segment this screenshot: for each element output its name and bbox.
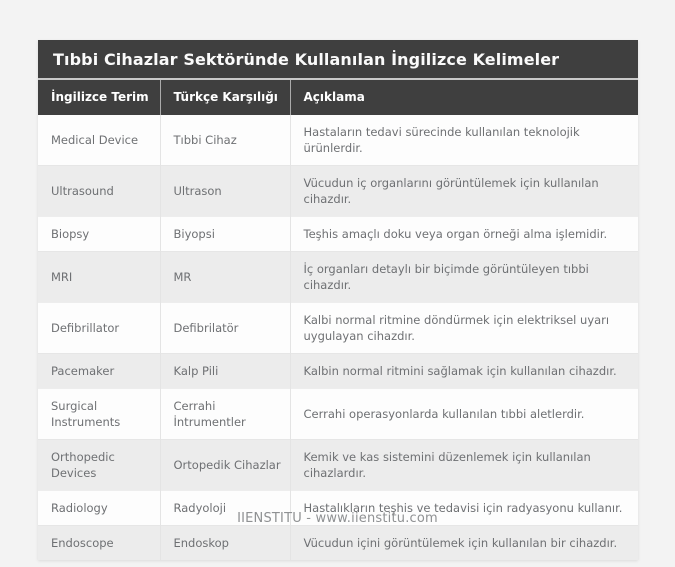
description-cell: Hastaların tedavi sürecinde kullanılan teknolojik ürünlerdir. (290, 115, 638, 166)
description-cell: Kalbin normal ritmini sağlamak için kullanılan cihazdır. (290, 354, 638, 389)
translation-cell: Cerrahi İntrumentler (160, 389, 290, 440)
term-cell: MRI (38, 252, 160, 303)
translation-cell: Ultrason (160, 166, 290, 217)
description-cell: Hastalıkların teşhis ve tedavisi için radyasyonu kullanır. (290, 491, 638, 526)
description-cell: Vücudun içini görüntülemek için kullanılan bir cihazdır. (290, 526, 638, 561)
description-cell: Teşhis amaçlı doku veya organ örneği alma işlemidir. (290, 217, 638, 252)
description-cell: İç organları detaylı bir biçimde görüntüleyen tıbbi cihazdır. (290, 252, 638, 303)
term-cell: Biopsy (38, 217, 160, 252)
term-cell: Orthopedic Devices (38, 440, 160, 491)
term-cell: Ultrasound (38, 166, 160, 217)
translation-cell: Defibrilatör (160, 303, 290, 354)
footer-credit: IIENSTITU - www.iienstitu.com (237, 511, 438, 526)
table-row (38, 252, 638, 303)
table-row (38, 115, 638, 166)
table-body (38, 115, 638, 560)
header-row (38, 79, 638, 115)
translation-cell: Tıbbi Cihaz (160, 115, 290, 166)
description-cell: Kalbi normal ritmine döndürmek için elektriksel uyarı uygulayan cihazdır. (290, 303, 638, 354)
table-row (38, 440, 638, 491)
term-cell: Radiology (38, 491, 160, 526)
table-row (38, 166, 638, 217)
column-header-english-term: İngilizce Terim (38, 79, 160, 115)
term-cell: Defibrillator (38, 303, 160, 354)
translation-cell: Radyoloji (160, 491, 290, 526)
term-cell: Medical Device (38, 115, 160, 166)
table-row (38, 354, 638, 389)
translation-cell: Kalp Pili (160, 354, 290, 389)
table-header (38, 79, 638, 115)
column-header-description: Açıklama (290, 79, 638, 115)
description-cell: Cerrahi operasyonlarda kullanılan tıbbi aletlerdir. (290, 389, 638, 440)
term-cell: Pacemaker (38, 354, 160, 389)
term-cell: Endoscope (38, 526, 160, 561)
terminology-grid (38, 78, 638, 560)
translation-cell: Biyopsi (160, 217, 290, 252)
description-cell: Vücudun iç organlarını görüntülemek için kullanılan cihazdır. (290, 166, 638, 217)
table-row (38, 526, 638, 561)
description-cell: Kemik ve kas sistemini düzenlemek için kullanılan cihazlardır. (290, 440, 638, 491)
table-title: Tıbbi Cihazlar Sektöründe Kullanılan İngilizce Kelimeler (38, 40, 638, 78)
column-header-turkish-equivalent: Türkçe Karşılığı (160, 79, 290, 115)
table-row (38, 217, 638, 252)
terminology-table (38, 40, 638, 560)
translation-cell: Ortopedik Cihazlar (160, 440, 290, 491)
table-row (38, 389, 638, 440)
translation-cell: MR (160, 252, 290, 303)
term-cell: Surgical Instruments (38, 389, 160, 440)
table-row (38, 303, 638, 354)
translation-cell: Endoskop (160, 526, 290, 561)
